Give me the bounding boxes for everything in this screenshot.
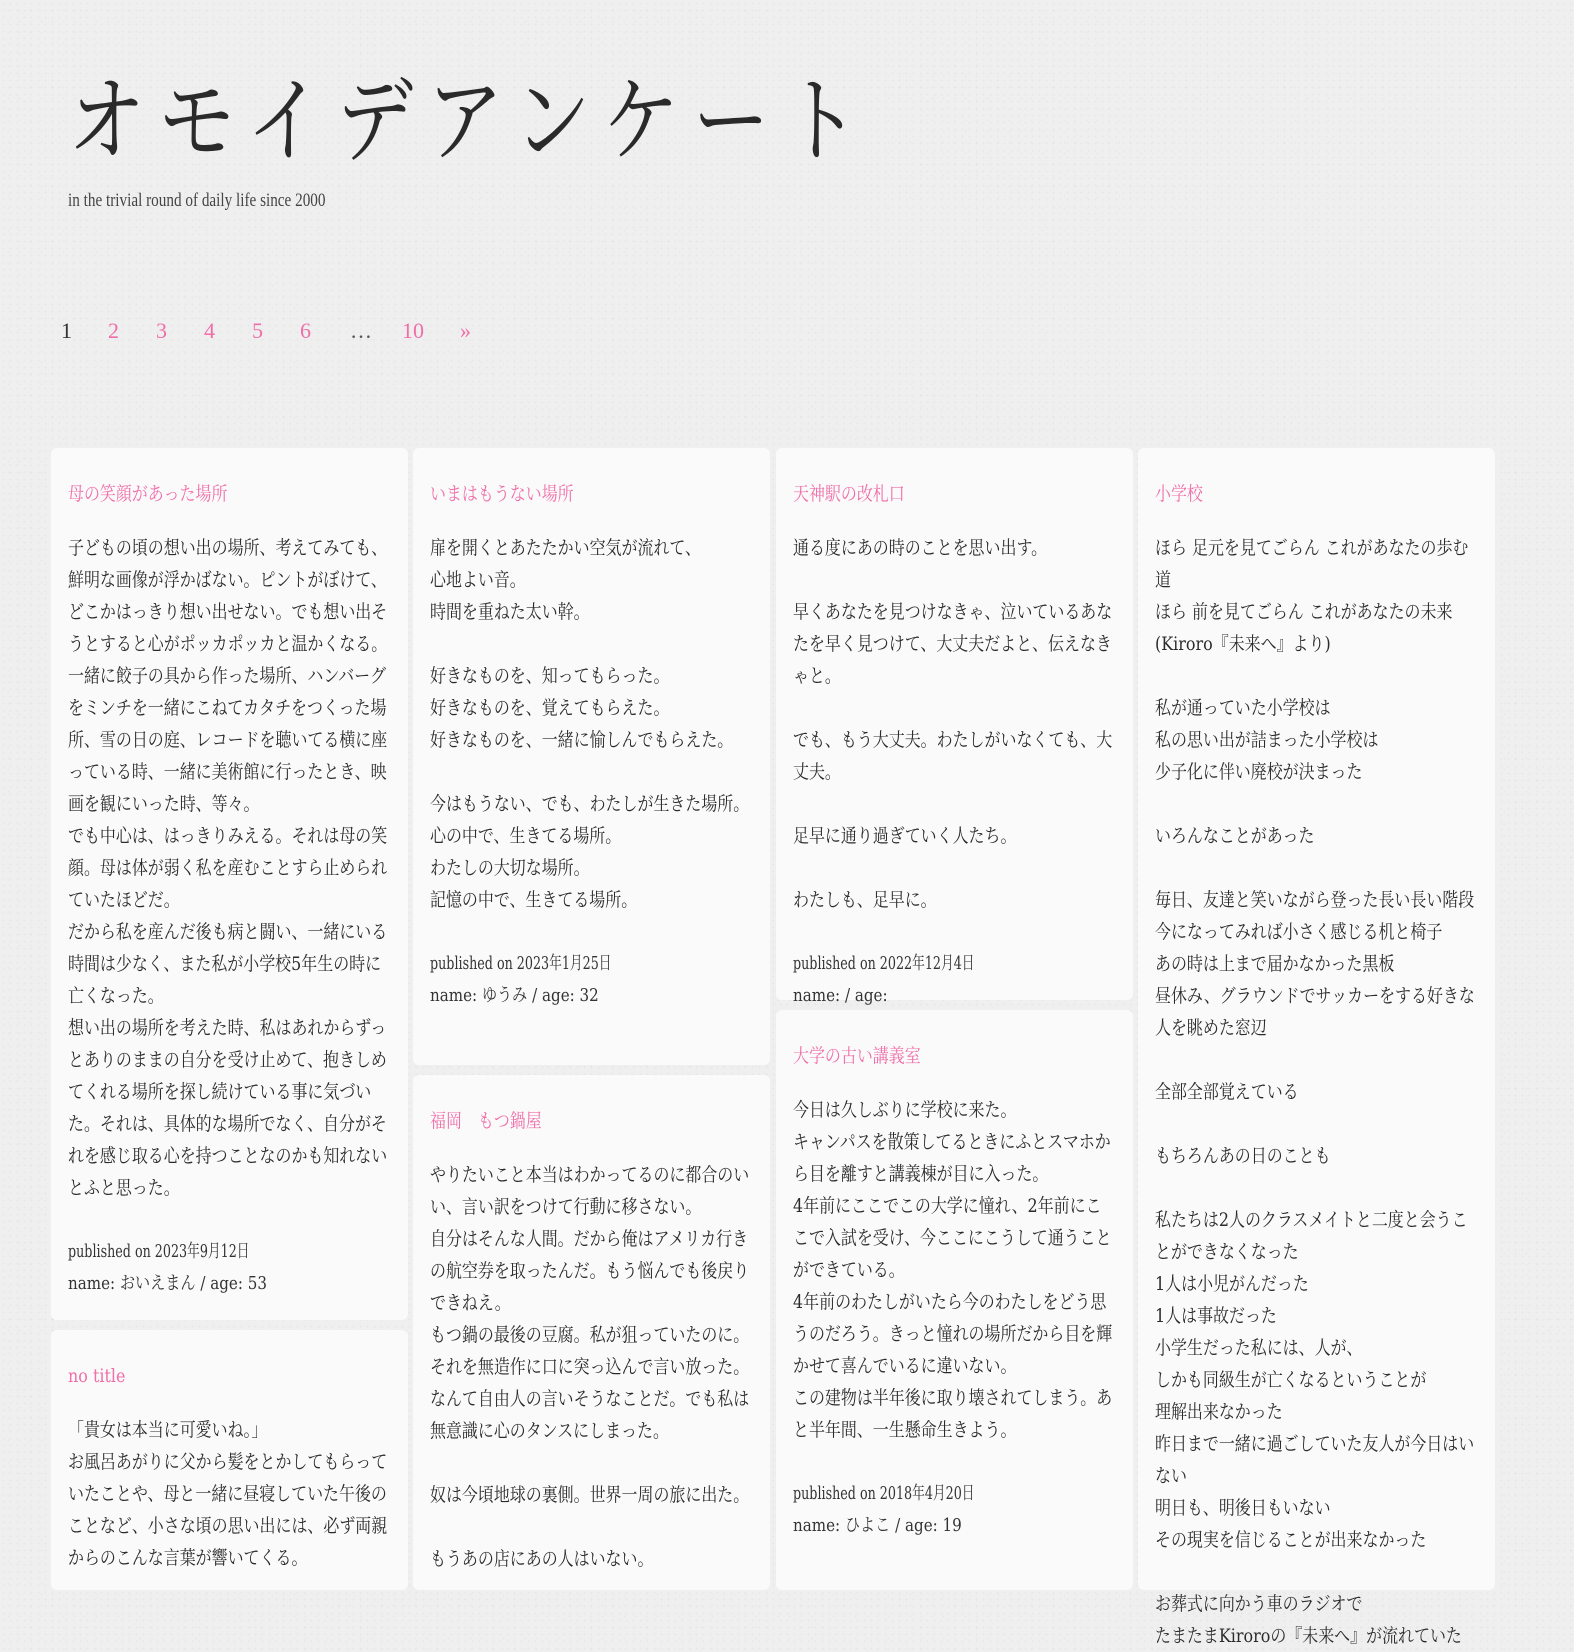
post-title-link[interactable]: 母の笑顔があった場所 — [68, 483, 228, 505]
post-author-meta: name: ひよこ / age: 19 — [793, 1515, 962, 1536]
post-paragraph: 好きなものを、知ってもらった。 好きなものを、覚えてもらえた。 好きなものを、一緒に愉しんでもらえた。 — [430, 665, 734, 751]
page-link-6[interactable]: 6 — [300, 318, 311, 343]
post-paragraph: 奴は今頃地球の裏側。世界一周の旅に出た。 — [430, 1484, 750, 1506]
post-paragraph: もうあの店にあの人はいない。 — [430, 1548, 654, 1570]
post-paragraph: 通る度にあの時のことを思い出す。 — [793, 537, 1048, 559]
post-body — [1155, 532, 1479, 1652]
page-link-2[interactable]: 2 — [108, 318, 119, 343]
post-paragraph: 今日は久しぶりに学校に来た。 キャンパスを散策してるときにふとスマホから目を離すと講義棟が目に入った。 4年前にここでこの大学に憧れ、2年前にここで入試を受け、今ここにこうして通うことができている。 4年前のわたしがいたら今のわたしをどう思うのだろう。きっと憧れの場所だから目を輝かせて喜んでいるに違いない。 この建物は半年後に取り壊されてしまう。あと半年間、一生懸命生きよう。 — [793, 1099, 1113, 1441]
post-paragraph: やりたいこと本当はわかってるのに都合のいい、言い訳をつけて行動に移さない。 自分はそんな人間。だから俺はアメリカ行きの航空券を取ったんだ。もう悩んでも後戻りできねえ。 もつ鍋の最後の豆腐。私が狙っていたのに。 それを無造作に口に突っ込んで言い放った。 なんて自由人の言いそうなことだ。でも私は無意識に心のタンスにしまった。 — [430, 1164, 750, 1442]
post-paragraph: 早くあなたを見つけなきゃ、泣いているあなたを早く見つけて、大丈夫だよと、伝えなきゃと。 — [793, 601, 1113, 687]
post-published-date: published on 2018年4月20日 — [793, 1483, 975, 1504]
post-published-date: published on 2022年12月4日 — [793, 953, 975, 974]
post-paragraph: 足早に通り過ぎていく人たち。 — [793, 825, 1017, 847]
post-published-date: published on 2023年1月25日 — [430, 953, 612, 974]
post-card — [776, 448, 1133, 1006]
post-paragraph: いろんなことがあった — [1155, 825, 1315, 847]
post-paragraph: ほら 足元を見てごらん これがあなたの歩む道 ほら 前を見てごらん これがあなたの未来 (Kiroro『未来へ』より) — [1155, 537, 1469, 655]
post-body — [430, 1159, 754, 1575]
post-body — [793, 532, 1117, 1012]
post-paragraph: 子どもの頃の想い出の場所、考えてみても、鮮明な画像が浮かばない。ピントがぼけて、どこかはっきり想い出せない。でも想い出そうとすると心がポッカポッカと温かくなる。 一緒に餃子の具から作った場所、ハンバーグをミンチを一緒にこねてカタチをつくった場所、雪の日の庭、レコードを聴いてる横に座っている時、一緒に美術館に行ったとき、映画を観にいった時、等々。 でも中心は、はっきりみえる。それは母の笑顔。母は体が弱く私を産むことすら止められていたほどだ。 だから私を産んだ後も病と闘い、一緒にいる時間は少なく、また私が小学校5年生の時に亡くなった。 想い出の場所を考えた時、私はあれからずっとありのままの自分を受け止めて、抱きしめてくれる場所を探し続けている事に気づいた。それは、具体的な場所でなく、自分がそれを感じ取る心を持つことなのかも知れないとふと思った。 — [68, 537, 388, 1199]
post-body — [793, 1094, 1117, 1542]
post-card — [51, 448, 408, 1320]
post-body — [430, 532, 754, 1012]
post-paragraph: 毎日、友達と笑いながら登った長い長い階段 今になってみれば小さく感じる机と椅子 あの時は上まで届かなかった黒板 昼休み、グラウンドでサッカーをする好きな人を眺めた窓辺 — [1155, 889, 1475, 1039]
post-paragraph: 全部全部覚えている — [1155, 1081, 1299, 1103]
page-ellipsis: … — [350, 318, 372, 343]
post-author-meta: name: / age: — [793, 985, 888, 1006]
post-body — [68, 1414, 392, 1574]
post-card — [51, 1330, 408, 1590]
post-paragraph: でも、もう大丈夫。わたしがいなくても、大丈夫。 — [793, 729, 1113, 783]
page-next-link[interactable]: » — [460, 318, 471, 343]
post-paragraph: お葬式に向かう車のラジオで たまたまKiroroの『未来へ』が流れていた — [1155, 1593, 1462, 1647]
post-title-link[interactable]: いまはもうない場所 — [430, 483, 574, 505]
post-author-meta: name: おいえまん / age: 53 — [68, 1273, 268, 1294]
page-current: 1 — [61, 318, 72, 343]
post-paragraph: わたしも、足早に。 — [793, 889, 937, 911]
page-link-10[interactable]: 10 — [402, 318, 424, 343]
post-author-meta: name: ゆうみ / age: 32 — [430, 985, 599, 1006]
page-link-3[interactable]: 3 — [156, 318, 167, 343]
post-card — [413, 1075, 770, 1590]
post-card — [413, 448, 770, 1065]
post-paragraph: もちろんあの日のことも — [1155, 1145, 1331, 1167]
page-link-4[interactable]: 4 — [204, 318, 215, 343]
post-title-link[interactable]: 福岡 もつ鍋屋 — [430, 1110, 542, 1132]
site-title[interactable]: オモイデアンケート — [68, 67, 873, 176]
post-body — [68, 532, 392, 1300]
post-card — [776, 1010, 1133, 1590]
post-card — [1138, 448, 1495, 1647]
post-paragraph: 私が通っていた小学校は 私の思い出が詰まった小学校は 少子化に伴い廃校が決まった — [1155, 697, 1379, 783]
post-title-link[interactable]: 天神駅の改札口 — [793, 483, 905, 505]
post-paragraph: 「貴女は本当に可愛いね。」 お風呂あがりに父から髪をとかしてもらっていたことや、母と一緒に昼寝していた午後のことなど、小さな頃の思い出には、必ず両親からのこんな言葉が響いてくる。 — [68, 1419, 388, 1569]
site-tagline: in the trivial round of daily life since 2000 — [68, 190, 326, 211]
pagination — [0, 318, 520, 348]
post-title-link[interactable]: no title — [68, 1365, 126, 1387]
page-link-5[interactable]: 5 — [252, 318, 263, 343]
post-paragraph: 扉を開くとあたたかい空気が流れて、 心地よい音。 時間を重ねた太い幹。 — [430, 537, 702, 623]
post-title-link[interactable]: 小学校 — [1155, 483, 1203, 505]
post-paragraph: 今はもうない、でも、わたしが生きた場所。 心の中で、生きてる場所。 わたしの大切な場所。 記憶の中で、生きてる場所。 — [430, 793, 750, 911]
post-title-link[interactable]: 大学の古い講義室 — [793, 1045, 921, 1067]
post-published-date: published on 2023年9月12日 — [68, 1241, 250, 1262]
post-paragraph: 私たちは2人のクラスメイトと二度と会うことができなくなった 1人は小児がんだった 1人は事故だった 小学生だった私には、人が、 しかも同級生が亡くなるということが 理解出来なかった 昨日まで一緒に過ごしていた友人が今日はいない 明日も、明後日もいない その現実を信じることが出来なかった — [1155, 1209, 1475, 1551]
